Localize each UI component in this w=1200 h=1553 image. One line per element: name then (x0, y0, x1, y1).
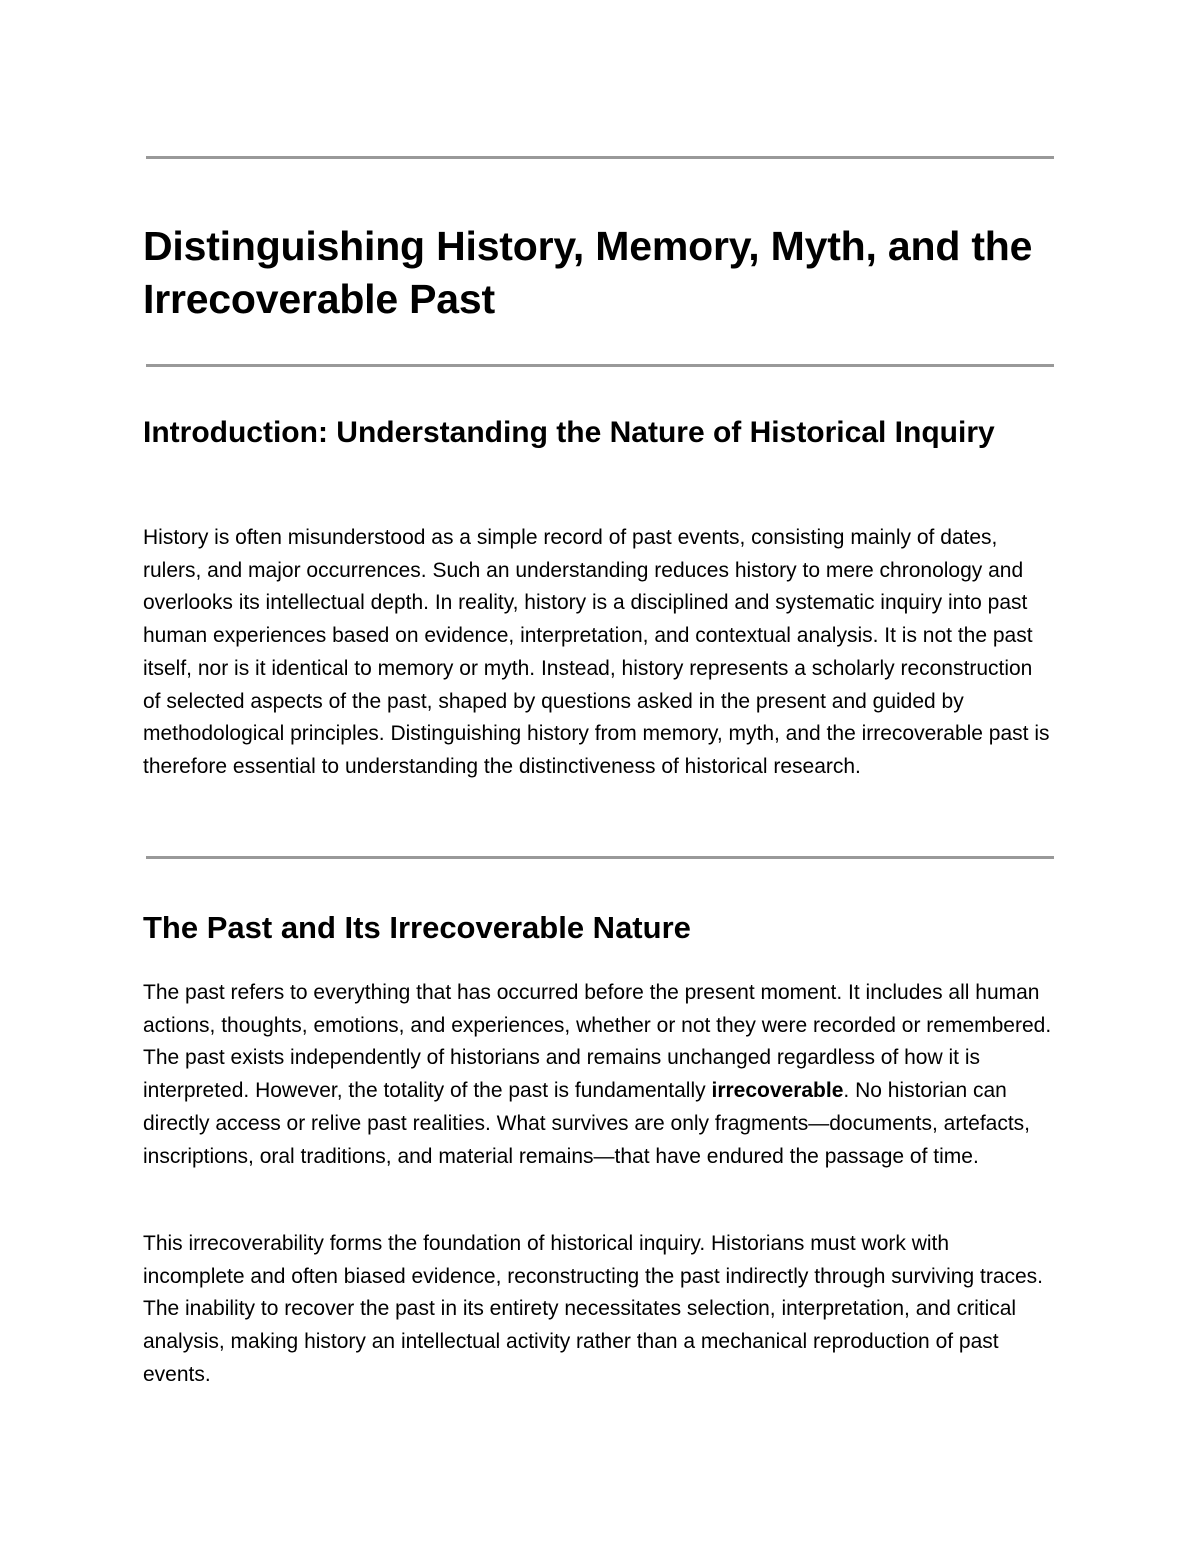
irrecoverable-emphasis: irrecoverable (711, 1079, 844, 1103)
horizontal-rule-top (146, 156, 1054, 159)
past-paragraph-1-text-end: . No historian can directly access or relive past realities. What survives are only fragments—documents, artefacts, inscriptions, oral traditions, and material remains—that have endured the passage of time. (143, 1079, 1031, 1168)
horizontal-rule-after-title (146, 364, 1054, 367)
past-paragraph-1-text-start: The past refers to everything that has occurred before the present moment. It includes all human actions, thoughts, emotions, and experiences, whether or not they were recorded or remembered. The past exists independently of historians and remains unchanged regardless of how it is interpreted. However, the totality of the past is fundamentally (143, 981, 1052, 1103)
introduction-paragraph: History is often misunderstood as a simple record of past events, consisting mainly of dates, rulers, and major occurrences. Such an understanding reduces history to mere chronology and overlooks its intellectual depth. In reality, history is a disciplined and systematic inquiry into past human experiences based on evidence, interpretation, and contextual analysis. It is not the past itself, nor is it identical to memory or myth. Instead, history represents a scholarly reconstruction of selected aspects of the past, shaped by questions asked in the present and guided by methodological principles. Distinguishing history from memory, myth, and the irrecoverable past is therefore essential to understanding the distinctiveness of historical research. (143, 526, 1050, 778)
document-title: Distinguishing History, Memory, Myth, and the Irrecoverable Past (143, 223, 1033, 322)
past-paragraph-1 (143, 977, 1055, 1173)
horizontal-rule-middle (146, 856, 1054, 859)
section-heading-introduction: Introduction: Understanding the Nature of Historical Inquiry (143, 416, 995, 449)
section-heading-past: The Past and Its Irrecoverable Nature (143, 910, 691, 945)
past-paragraph-2: This irrecoverability forms the foundation of historical inquiry. Historians must work with incomplete and often biased evidence, reconstructing the past indirectly through surviving traces. The inability to recover the past in its entirety necessitates selection, interpretation, and critical analysis, making history an intellectual activity rather than a mechanical reproduction of past events. (143, 1232, 1044, 1386)
